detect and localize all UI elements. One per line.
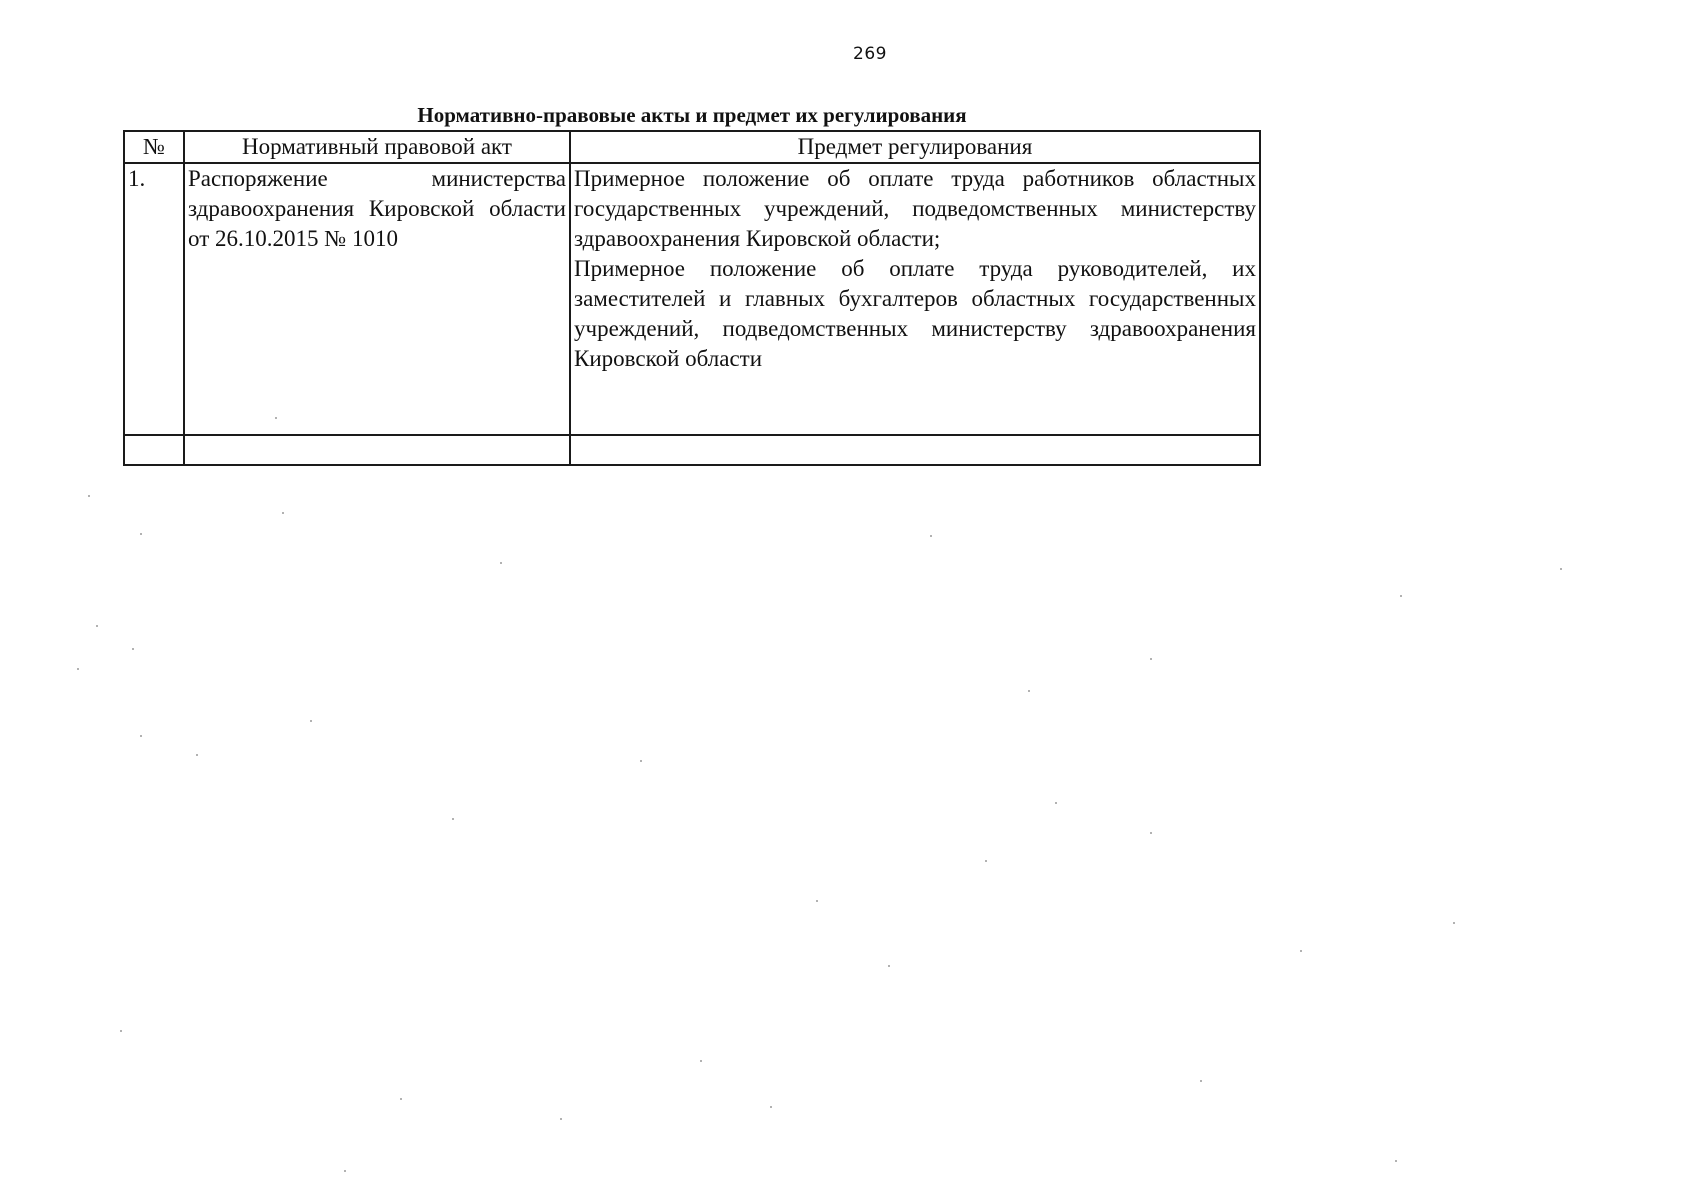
scan-speck <box>560 1118 562 1120</box>
scan-speck <box>282 512 284 514</box>
scan-speck <box>1150 658 1152 660</box>
table-header-row <box>124 131 1260 163</box>
scan-speck <box>1560 568 1562 570</box>
acts-table <box>123 130 1261 466</box>
subject-item: Примерное положение об оплате труда работников областных государственных учреждений, подведомственных министерству здравоохранения Кировской области; <box>574 166 1256 251</box>
scan-speck <box>500 562 502 564</box>
scan-speck <box>1395 1160 1397 1162</box>
scan-speck <box>1028 690 1030 692</box>
scan-speck <box>77 668 79 670</box>
row-number <box>124 435 184 465</box>
scan-speck <box>640 760 642 762</box>
scan-speck <box>344 1170 346 1172</box>
scan-speck <box>888 965 890 967</box>
scan-speck <box>1200 1080 1202 1082</box>
legal-act-cell <box>184 435 570 465</box>
scan-speck <box>310 720 312 722</box>
header-subject: Предмет регулирования <box>570 131 1260 163</box>
scan-speck <box>985 860 987 862</box>
scan-speck <box>700 1060 702 1062</box>
scan-speck <box>1400 595 1402 597</box>
scan-speck <box>770 1106 772 1108</box>
scan-speck <box>1453 922 1455 924</box>
subject-cell <box>570 435 1260 465</box>
legal-act-cell: Распоряжение министерства здравоохранения Кировской области от 26.10.2015 № 1010 <box>184 163 570 435</box>
scan-speck <box>96 625 98 627</box>
header-legal-act: Нормативный правовой акт <box>184 131 570 163</box>
header-number: № <box>124 131 184 163</box>
table-row <box>124 163 1260 435</box>
scan-speck <box>140 533 142 535</box>
scan-speck <box>400 1098 402 1100</box>
scan-speck <box>1300 950 1302 952</box>
subject-cell <box>570 163 1260 435</box>
scan-speck <box>1055 802 1057 804</box>
scan-speck <box>140 735 142 737</box>
scan-speck <box>132 648 134 650</box>
scan-speck <box>120 1030 122 1032</box>
table-row-empty <box>124 435 1260 465</box>
page-number: 269 <box>853 44 887 64</box>
document-title: Нормативно-правовые акты и предмет их регулирования <box>417 103 967 127</box>
subject-item: Примерное положение об оплате труда руководителей, их заместителей и главных бухгалтеров областных государственных учреждений, подведомственных министерству здравоохранения Кировской области <box>574 256 1256 371</box>
scan-speck <box>930 535 932 537</box>
scan-speck <box>816 900 818 902</box>
row-number: 1. <box>124 163 184 435</box>
scan-speck <box>88 495 90 497</box>
scan-speck <box>1150 832 1152 834</box>
scan-speck <box>452 818 454 820</box>
scan-speck <box>275 417 277 419</box>
scan-speck <box>196 754 198 756</box>
